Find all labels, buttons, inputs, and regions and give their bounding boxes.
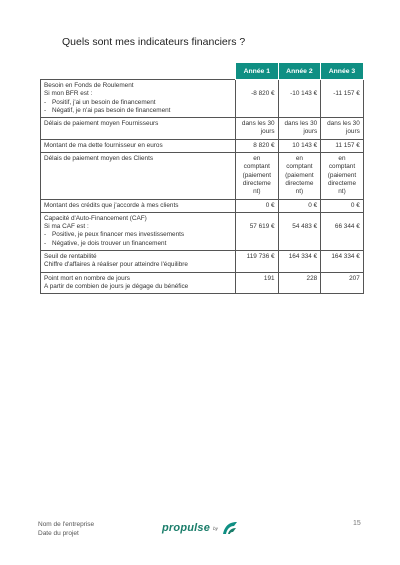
row-label-cell xyxy=(41,118,236,140)
value-cell-year-3: 207 xyxy=(321,272,364,294)
value-cell-year-3: 0 € xyxy=(321,199,364,212)
header-blank-cell xyxy=(41,63,236,80)
row-label-cell xyxy=(41,153,236,199)
row-label-cell xyxy=(41,139,236,152)
table-header-row xyxy=(41,63,364,80)
logo-by-text: by xyxy=(213,525,218,531)
row-bullet: - Négative, je dois trouver un financement xyxy=(44,240,232,248)
row-bullet: - Négatif, je n'ai pas besoin de financement xyxy=(44,107,232,115)
value-cell-year-1: 0 € xyxy=(236,199,279,212)
indicators-table xyxy=(40,62,364,294)
value-cell-year-2: dans les 30 jours xyxy=(278,118,321,140)
credit-agricole-logo-icon xyxy=(221,520,239,536)
value-cell-year-2: 10 143 € xyxy=(278,139,321,152)
footer-company-name: Nom de l'entreprise xyxy=(38,521,95,528)
row-label: Capacité d'Auto-Financement (CAF) xyxy=(44,214,147,222)
row-label-cell xyxy=(41,272,236,294)
row-label-cell xyxy=(41,251,236,273)
row-sublabel: A partir de combien de jours je dégage du bénéfice xyxy=(44,282,189,290)
page-title: Quels sont mes indicateurs financiers ? xyxy=(62,36,246,48)
value-cell-year-2: en comptant (paiement directement) xyxy=(278,153,321,199)
row-label: Seuil de rentabilité xyxy=(44,253,97,261)
value-cell-year-3: -11 157 € xyxy=(321,80,364,118)
value-cell-year-2: 0 € xyxy=(278,199,321,212)
footer-project-date: Date du projet xyxy=(38,530,79,537)
value-cell-year-1: 191 xyxy=(236,272,279,294)
row-sublabel: Si ma CAF est : xyxy=(44,223,89,231)
value-cell-year-1: 8 820 € xyxy=(236,139,279,152)
logo-brand-text: propulse xyxy=(162,522,211,534)
value-cell-year-1: 57 619 € xyxy=(236,212,279,250)
row-sublabel: Chiffre d'affaires à réaliser pour atteindre l'équilibre xyxy=(44,261,188,269)
row-label: Délais de paiement moyen des Clients xyxy=(44,155,154,163)
row-label: Besoin en Fonds de Roulement xyxy=(44,82,134,89)
header-year-1: Année 1 xyxy=(236,63,279,80)
table-row-caf xyxy=(41,212,364,250)
table-row-client-delay xyxy=(41,153,364,199)
table-row-supplier-debt xyxy=(41,139,364,152)
table-row-break-even xyxy=(41,251,364,273)
value-cell-year-1: 119 736 € xyxy=(236,251,279,273)
row-label-cell xyxy=(41,80,236,118)
value-cell-year-1: dans les 30 jours xyxy=(236,118,279,140)
value-cell-year-3: 164 334 € xyxy=(321,251,364,273)
propulse-logo xyxy=(162,518,239,538)
value-cell-year-2: -10 143 € xyxy=(278,80,321,118)
footer-project-info xyxy=(38,520,94,538)
page-number: 15 xyxy=(353,520,361,527)
value-cell-year-2: 164 334 € xyxy=(278,251,321,273)
table-row-supplier-delay xyxy=(41,118,364,140)
header-year-2: Année 2 xyxy=(278,63,321,80)
row-label: Montant de ma dette fournisseur en euros xyxy=(44,141,163,149)
value-cell-year-2: 54 483 € xyxy=(278,212,321,250)
value-cell-year-3: 66 344 € xyxy=(321,212,364,250)
value-cell-year-3: dans les 30 jours xyxy=(321,118,364,140)
row-bullet: - Positif, j'ai un besoin de financement xyxy=(44,99,232,107)
table-row-dead-point xyxy=(41,272,364,294)
value-cell-year-3: en comptant (paiement directement) xyxy=(321,153,364,199)
value-cell-year-1: en comptant (paiement directement) xyxy=(236,153,279,199)
row-bullet: - Positive, je peux financer mes investissements xyxy=(44,231,232,239)
value-cell-year-3: 11 157 € xyxy=(321,139,364,152)
row-label: Délais de paiement moyen Fournisseurs xyxy=(44,120,159,128)
row-label: Montant des crédits que j'accorde à mes clients xyxy=(44,201,179,209)
row-label-cell xyxy=(41,212,236,250)
header-year-3: Année 3 xyxy=(321,63,364,80)
row-sublabel: Si mon BFR est : xyxy=(44,90,93,98)
value-cell-year-2: 228 xyxy=(278,272,321,294)
row-label: Point mort en nombre de jours xyxy=(44,274,130,282)
table-row-bfr xyxy=(41,80,364,118)
table-row-client-credits xyxy=(41,199,364,212)
row-label-cell xyxy=(41,199,236,212)
value-cell-year-1: -8 820 € xyxy=(236,80,279,118)
